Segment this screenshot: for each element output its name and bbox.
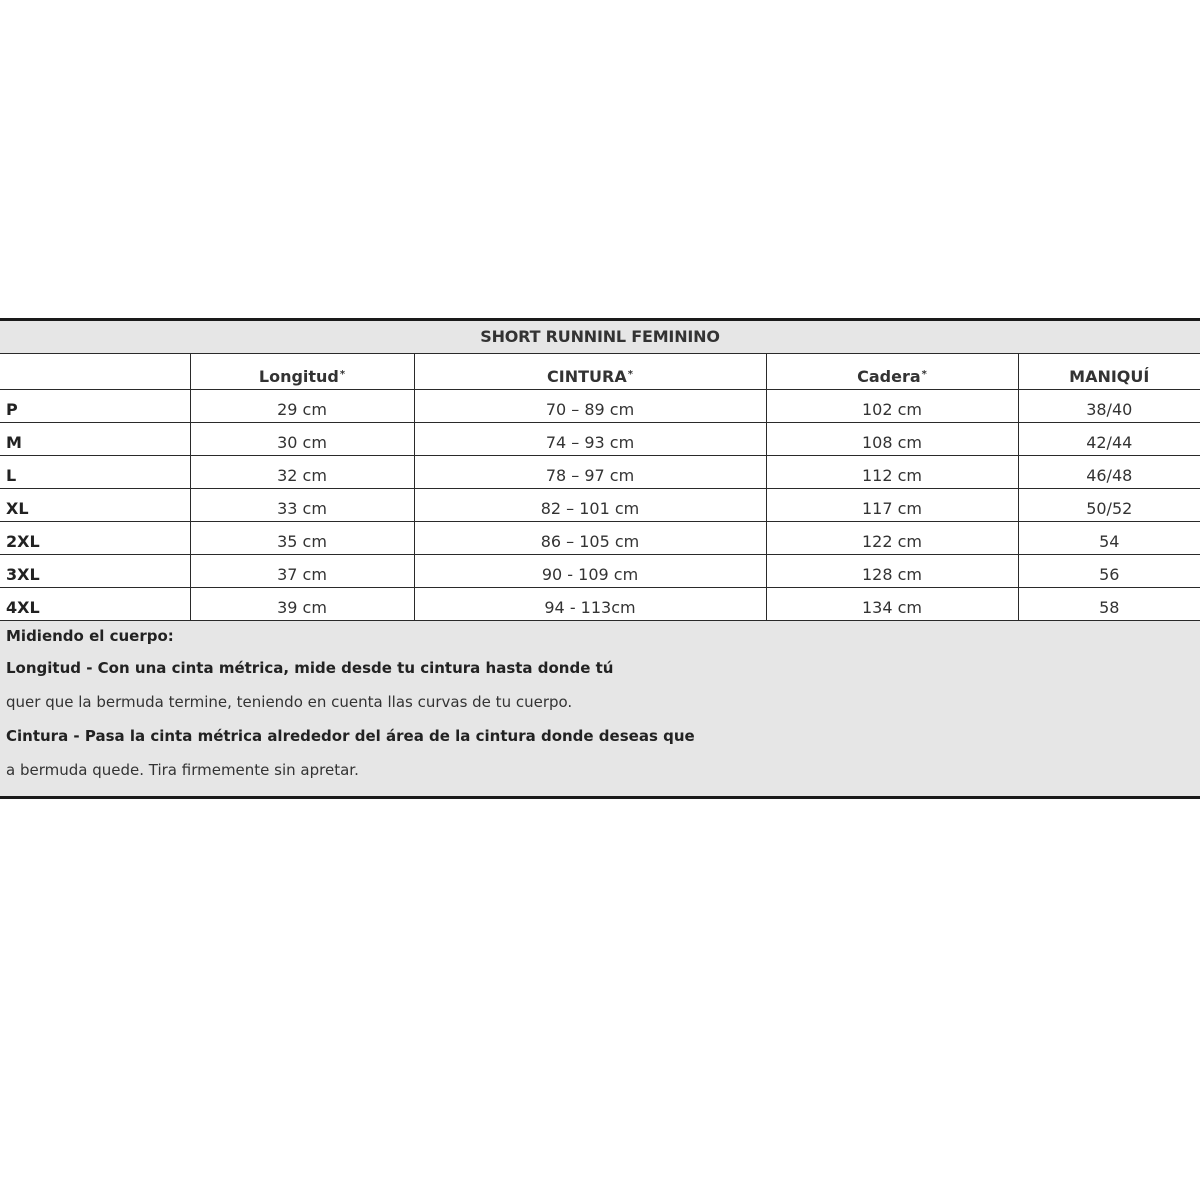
cell-size: M xyxy=(0,422,190,455)
cell-cadera: 122 cm xyxy=(766,521,1018,554)
cell-longitud: 29 cm xyxy=(190,389,414,422)
table-row xyxy=(0,422,1200,455)
cell-maniqui: 46/48 xyxy=(1018,455,1200,488)
measuring-notes xyxy=(0,621,1200,787)
note-cintura-line-1: Cintura - Pasa la cinta métrica alrededor del área de la cintura donde deseas que xyxy=(6,726,695,745)
header-row xyxy=(0,354,1200,389)
cell-maniqui: 38/40 xyxy=(1018,389,1200,422)
size-table xyxy=(0,354,1200,621)
header-maniqui: MANIQUÍ xyxy=(1018,354,1200,389)
cell-cadera: 134 cm xyxy=(766,587,1018,620)
cell-cadera: 117 cm xyxy=(766,488,1018,521)
header-cintura xyxy=(414,354,766,389)
cell-size: 3XL xyxy=(0,554,190,587)
notes-heading: Midiendo el cuerpo: xyxy=(6,626,174,645)
cell-cadera: 102 cm xyxy=(766,389,1018,422)
table-row xyxy=(0,488,1200,521)
cell-size: 4XL xyxy=(0,587,190,620)
header-longitud xyxy=(190,354,414,389)
cell-maniqui: 56 xyxy=(1018,554,1200,587)
cell-cintura: 70 – 89 cm xyxy=(414,389,766,422)
cell-longitud: 32 cm xyxy=(190,455,414,488)
cell-cadera: 128 cm xyxy=(766,554,1018,587)
table-row xyxy=(0,587,1200,620)
header-longitud-star: * xyxy=(339,368,346,380)
cell-cintura: 74 – 93 cm xyxy=(414,422,766,455)
cell-cintura: 94 - 113cm xyxy=(414,587,766,620)
cell-size: P xyxy=(0,389,190,422)
header-cadera-star: * xyxy=(921,368,927,380)
note-cintura-line-2: a bermuda quede. Tira firmemente sin apretar. xyxy=(6,760,359,779)
cell-size: L xyxy=(0,455,190,488)
cell-maniqui: 42/44 xyxy=(1018,422,1200,455)
cell-cintura: 78 – 97 cm xyxy=(414,455,766,488)
note-longitud-line-2: quer que la bermuda termine, teniendo en cuenta llas curvas de tu cuerpo. xyxy=(6,692,573,711)
cell-cintura: 90 - 109 cm xyxy=(414,554,766,587)
cell-longitud: 30 cm xyxy=(190,422,414,455)
header-longitud-label: Longitud xyxy=(258,366,339,386)
header-size xyxy=(0,354,190,389)
cell-cadera: 112 cm xyxy=(766,455,1018,488)
cell-cadera: 108 cm xyxy=(766,422,1018,455)
cell-longitud: 37 cm xyxy=(190,554,414,587)
cell-longitud: 33 cm xyxy=(190,488,414,521)
table-row xyxy=(0,455,1200,488)
header-cintura-star: * xyxy=(627,368,633,380)
cell-size: XL xyxy=(0,488,190,521)
chart-title: SHORT RUNNINL FEMININO xyxy=(0,321,1200,354)
cell-cintura: 82 – 101 cm xyxy=(414,488,766,521)
header-cadera-label: Cadera xyxy=(857,366,921,386)
cell-longitud: 35 cm xyxy=(190,521,414,554)
cell-size: 2XL xyxy=(0,521,190,554)
header-cintura-label: CINTURA xyxy=(547,366,627,386)
cell-cintura: 86 – 105 cm xyxy=(414,521,766,554)
cell-maniqui: 50/52 xyxy=(1018,488,1200,521)
cell-maniqui: 58 xyxy=(1018,587,1200,620)
table-row xyxy=(0,389,1200,422)
size-chart xyxy=(0,318,1200,799)
cell-maniqui: 54 xyxy=(1018,521,1200,554)
table-row xyxy=(0,521,1200,554)
note-longitud-line-1: Longitud - Con una cinta métrica, mide desde tu cintura hasta donde tú xyxy=(6,658,614,677)
cell-longitud: 39 cm xyxy=(190,587,414,620)
table-row xyxy=(0,554,1200,587)
header-cadera xyxy=(766,354,1018,389)
